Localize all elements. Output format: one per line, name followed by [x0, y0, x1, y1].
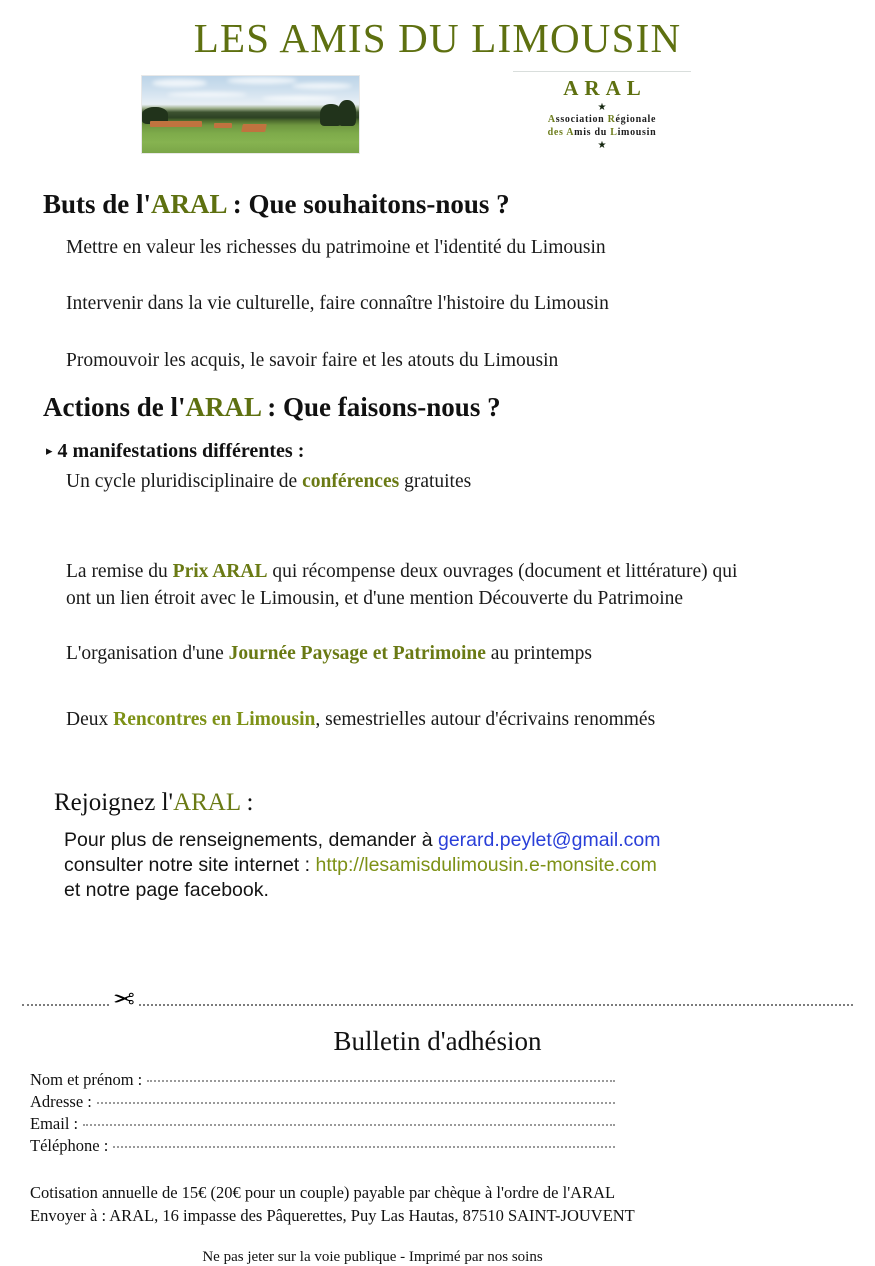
fee-line: Cotisation annuelle de 15€ (20€ pour un couple) payable par chèque à l'ordre de l'ARAL — [30, 1183, 616, 1203]
action-1-accent: conférences — [302, 470, 400, 492]
actions-bullet-label: 4 manifestations différentes : — [57, 439, 305, 462]
join-heading-accent: ARAL — [173, 788, 241, 816]
logo-subtitle-line2 — [512, 126, 692, 139]
logo-sub-r: R — [607, 114, 616, 126]
join-heading-before: Rejoignez l' — [54, 788, 174, 816]
logo-divider — [513, 71, 691, 72]
heading-buts — [0, 188, 875, 222]
action-2-accent: Prix ARAL — [172, 560, 268, 582]
action-2-after: qui récompense deux ouvrages (document et littérature) qui ont un lien étroit avec le Limousin, et d'une mention Découverte du Patrimoine — [66, 560, 738, 609]
action-3-after: au printemps — [485, 642, 593, 664]
field-input-name[interactable] — [147, 1071, 615, 1082]
logo-subtitle-line1 — [512, 113, 692, 126]
heading-buts-after: : Que souhaitons-nous ? — [226, 189, 510, 220]
field-label-name: Nom et prénom : — [30, 1070, 143, 1090]
field-input-address[interactable] — [97, 1093, 615, 1104]
logo-sub-l: L — [610, 127, 618, 139]
field-label-email: Email : — [30, 1114, 79, 1134]
bulletin-title: Bulletin d'adhésion — [333, 1026, 542, 1056]
heading-rejoignez — [0, 787, 875, 820]
star-icon-bottom: ★ — [597, 140, 607, 152]
contact-line-email — [0, 828, 875, 853]
membership-form — [0, 1059, 875, 1157]
action-3-before: L'organisation d'une — [66, 642, 229, 664]
page-title: LES AMIS DU LIMOUSIN — [193, 15, 682, 61]
header-row — [0, 71, 875, 166]
action-item-3 — [0, 640, 875, 667]
logo-acronym: ARAL — [563, 76, 647, 101]
logo-sub-a2: A — [566, 127, 575, 139]
action-3-accent: Journée Paysage et Patrimoine — [228, 642, 486, 664]
action-4-after: , semestrielles autour d'écrivains renommés — [315, 708, 656, 730]
payment-info — [0, 1157, 875, 1227]
field-row-address — [30, 1091, 615, 1113]
action-item-4 — [0, 706, 875, 733]
mailing-address-line: Envoyer à : ARAL, 16 impasse des Pâquerettes, Puy Las Hautas, 87510 SAINT-JOUVENT — [30, 1206, 635, 1226]
contact-line-facebook: et notre page facebook. — [64, 879, 269, 902]
buts-paragraph-1: Mettre en valeur les richesses du patrimoine et l'identité du Limousin — [66, 236, 606, 258]
heading-buts-before: Buts de l' — [43, 189, 152, 220]
bulletin-section — [0, 1016, 875, 1266]
contact-email-label: Pour plus de renseignements, demander à — [64, 829, 438, 852]
heading-buts-accent: ARAL — [151, 189, 227, 220]
contact-email-link[interactable]: gerard.peylet@gmail.com — [437, 829, 661, 852]
aral-logo — [512, 71, 692, 151]
action-item-2 — [0, 558, 875, 612]
field-row-name — [30, 1069, 615, 1091]
legal-notice: Ne pas jeter sur la voie publique - Imprimé par nos soins — [202, 1249, 543, 1266]
logo-sub-rest1: ssociation — [555, 114, 608, 126]
action-1-before: Un cycle pluridisciplinaire de — [66, 470, 303, 492]
action-2-before: La remise du — [66, 560, 173, 582]
heading-actions-before: Actions de l' — [43, 391, 186, 422]
field-input-email[interactable] — [83, 1115, 615, 1126]
star-icon-top: ★ — [597, 102, 607, 114]
logo-sub-rest3: mis du — [574, 127, 611, 139]
field-input-phone[interactable] — [113, 1137, 615, 1148]
dotted-cut-line — [22, 1004, 853, 1006]
field-label-phone: Téléphone : — [30, 1136, 109, 1156]
action-4-accent: Rencontres en Limousin — [113, 708, 316, 730]
cut-here-divider — [22, 985, 853, 1018]
field-label-address: Adresse : — [30, 1092, 92, 1112]
logo-sub-rest4: imousin — [617, 127, 657, 139]
scissors-icon: ✂ — [110, 987, 138, 1013]
logo-sub-a1: A — [547, 114, 556, 126]
logo-sub-rest2: égionale — [615, 114, 657, 126]
contact-line-website — [0, 853, 875, 878]
heading-actions-accent: ARAL — [185, 391, 261, 422]
heading-actions-after: : Que faisons-nous ? — [260, 391, 501, 422]
logo-sub-des: des — [547, 127, 567, 139]
action-1-after: gratuites — [399, 470, 472, 492]
join-heading-after: : — [240, 788, 254, 816]
action-4-before: Deux — [66, 708, 114, 730]
landscape-photo — [141, 75, 360, 154]
actions-bullet-heading — [0, 438, 875, 464]
field-row-phone — [30, 1135, 615, 1157]
buts-paragraph-2: Intervenir dans la vie culturelle, faire connaître l'histoire du Limousin — [66, 292, 609, 314]
field-row-email — [30, 1113, 615, 1135]
triangle-bullet-icon: ▸ — [46, 442, 53, 458]
buts-paragraph-3: Promouvoir les acquis, le savoir faire et les atouts du Limousin — [66, 349, 559, 371]
contact-website-link[interactable]: http://lesamisdulimousin.e-monsite.com — [315, 854, 657, 877]
action-item-1 — [0, 468, 875, 495]
main-content — [0, 188, 875, 903]
contact-website-label: consulter notre site internet : — [64, 854, 316, 877]
heading-actions — [0, 391, 875, 425]
